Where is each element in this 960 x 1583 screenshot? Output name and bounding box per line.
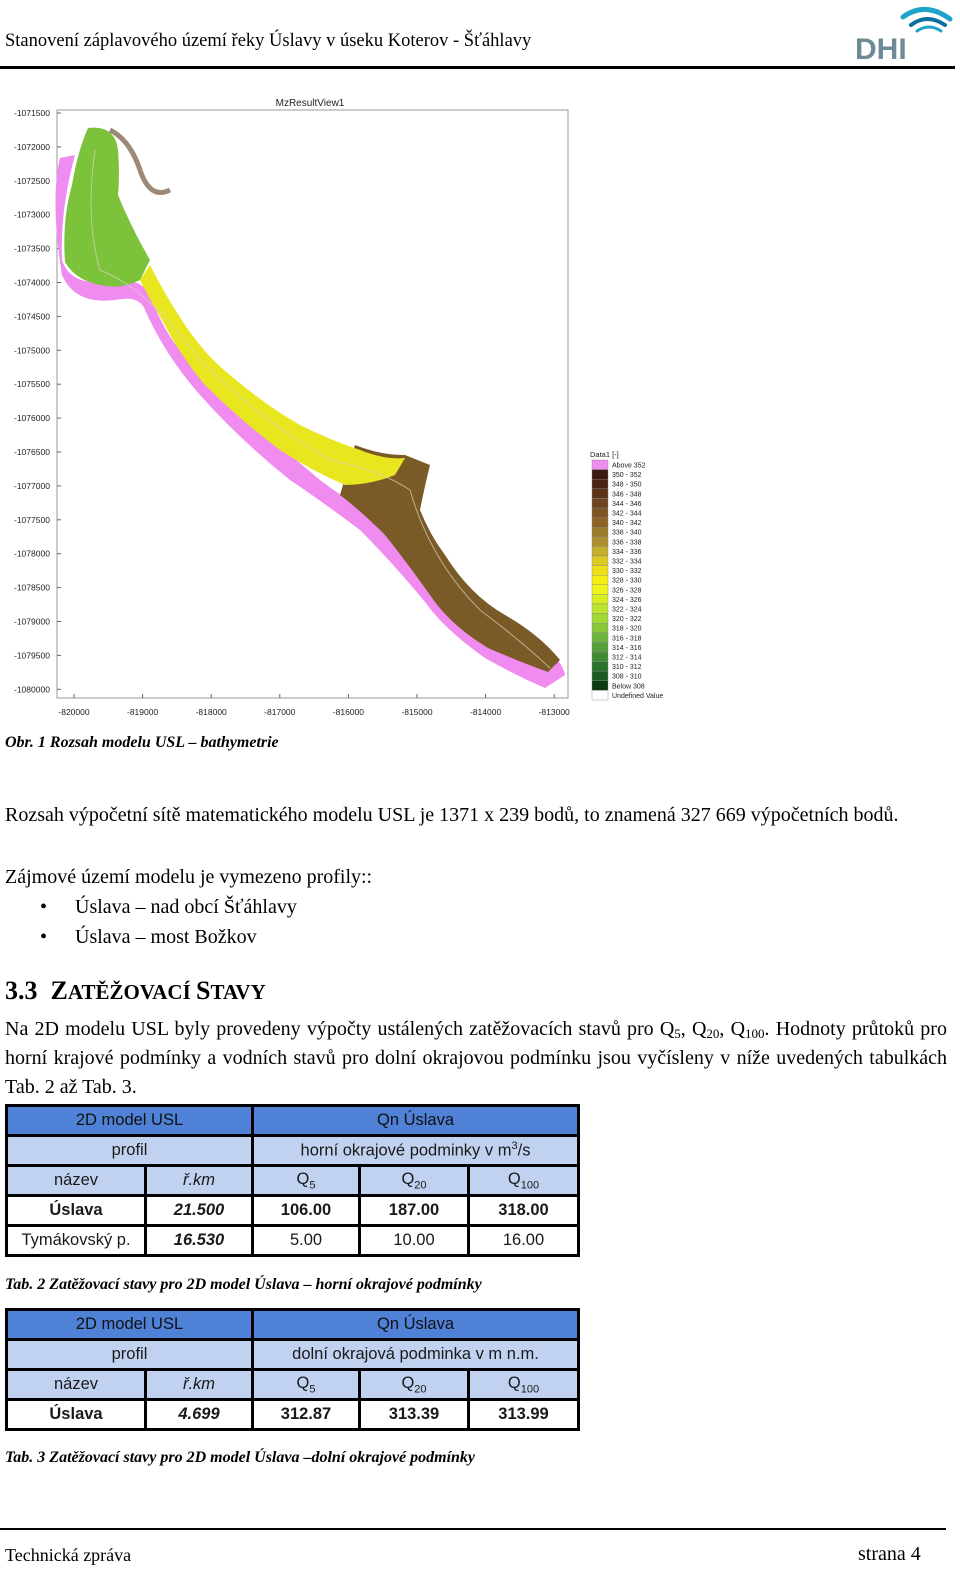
legend-label: 322 - 324 bbox=[612, 606, 642, 614]
x-tick-label: -814000 bbox=[469, 707, 502, 717]
legend-swatch bbox=[592, 662, 608, 672]
y-tick-label: -1073000 bbox=[14, 209, 50, 220]
y-tick-label: -1071500 bbox=[14, 108, 50, 118]
dhi-logo-text: DHI bbox=[855, 33, 907, 63]
legend-swatch bbox=[592, 546, 608, 556]
legend-swatch bbox=[592, 556, 608, 566]
table-col-km: ř.km bbox=[146, 1166, 253, 1196]
y-tick-label: -1078500 bbox=[14, 582, 50, 593]
legend-swatch bbox=[592, 518, 608, 528]
legend-label: 336 - 338 bbox=[612, 539, 642, 547]
y-tick-label: -1072500 bbox=[14, 175, 50, 186]
profile-list bbox=[40, 892, 297, 952]
header-title: Stanovení záplavového území řeky Úslavy v úseku Koterov - Šťáhlavy bbox=[5, 31, 532, 51]
table-header-unit: horní okrajové podminky v $m^3/s$ bbox=[253, 1136, 579, 1166]
y-tick-label: -1079000 bbox=[14, 616, 50, 627]
legend-label: 312 - 314 bbox=[612, 654, 642, 662]
x-tick-label: -816000 bbox=[332, 707, 365, 717]
legend-label: 308 - 310 bbox=[612, 673, 642, 681]
legend-label: 344 - 346 bbox=[612, 500, 642, 508]
table-header-model: 2D model USL bbox=[7, 1310, 253, 1340]
legend-label: 348 - 350 bbox=[612, 481, 642, 489]
legend bbox=[592, 460, 663, 700]
table-col-q100: $Q_{100}$ bbox=[469, 1166, 579, 1196]
x-tick-label: -813000 bbox=[538, 707, 570, 717]
legend-swatch bbox=[592, 652, 608, 662]
table-row: Úslava 21.500 106.00 187.00 318.00 bbox=[7, 1196, 579, 1226]
y-tick-label: -1079500 bbox=[14, 650, 50, 661]
legend-swatch bbox=[592, 614, 608, 624]
table-col-name: název bbox=[7, 1166, 146, 1196]
table-col-q20: $Q_{20}$ bbox=[360, 1370, 469, 1400]
legend-swatch bbox=[592, 623, 608, 633]
legend-swatch bbox=[592, 671, 608, 681]
table3-caption: Tab. 3 Zatěžovací stavy pro 2D model Úslava –dolní okrajové podmínky bbox=[5, 1449, 476, 1466]
legend-label: 334 - 336 bbox=[612, 548, 642, 556]
legend-title: Data1 [-] bbox=[590, 450, 619, 459]
x-tick-label: -820000 bbox=[58, 707, 90, 717]
legend-label: 314 - 316 bbox=[612, 644, 642, 652]
header-rule bbox=[0, 66, 955, 69]
legend-swatch bbox=[592, 508, 608, 518]
paragraph-grid-size: Rozsah výpočetní sítě matematického modelu USL je 1371 x 239 bodů, to znamená 327 669 výpočetních bodů. bbox=[5, 804, 899, 826]
legend-label: Below 308 bbox=[612, 683, 645, 691]
bathymetry-map bbox=[0, 90, 690, 730]
table-header-model: 2D model USL bbox=[7, 1106, 253, 1136]
y-tick-label: -1077500 bbox=[14, 514, 50, 525]
legend-label: 310 - 312 bbox=[612, 664, 642, 672]
table2-caption: Tab. 2 Zatěžovací stavy pro 2D model Úslava – horní okrajové podmínky bbox=[5, 1276, 482, 1293]
table-header-profil: profil bbox=[7, 1340, 253, 1370]
footer-doc-name: Technická zpráva bbox=[5, 1545, 132, 1565]
footer-page-number: strana 4 bbox=[858, 1543, 921, 1565]
y-tick-label: -1077000 bbox=[14, 480, 50, 491]
y-tick-label: -1078000 bbox=[14, 548, 50, 559]
x-tick-label: -817000 bbox=[264, 707, 296, 717]
legend-swatch bbox=[592, 479, 608, 489]
dhi-logo bbox=[855, 3, 953, 63]
y-tick-label: -1074000 bbox=[14, 277, 50, 288]
legend-swatch bbox=[592, 489, 608, 499]
table-upper-boundary bbox=[5, 1104, 580, 1257]
table-col-q20: $Q_{20}$ bbox=[360, 1166, 469, 1196]
legend-swatch bbox=[592, 527, 608, 537]
paragraph-profiles-intro: Zájmové území modelu je vymezeno profily:: bbox=[5, 866, 373, 888]
list-item: • Úslava – nad obcí Šťáhlavy bbox=[40, 892, 297, 922]
legend-label: 342 - 344 bbox=[612, 510, 642, 518]
legend-label: 340 - 342 bbox=[612, 520, 642, 528]
table-header-qn: Qn Úslava bbox=[253, 1106, 579, 1136]
legend-swatch bbox=[592, 594, 608, 604]
y-tick-label: -1073500 bbox=[14, 243, 50, 254]
legend-label: 338 - 340 bbox=[612, 529, 642, 537]
table-header-profil: profil bbox=[7, 1136, 253, 1166]
legend-label: 332 - 334 bbox=[612, 558, 642, 566]
legend-swatch bbox=[592, 690, 608, 700]
legend-label: 316 - 318 bbox=[612, 635, 642, 643]
table-lower-boundary bbox=[5, 1308, 580, 1431]
table-header-unit: dolní okrajová podminka v m n.m. bbox=[253, 1340, 579, 1370]
legend-swatch bbox=[592, 470, 608, 480]
x-tick-label: -819000 bbox=[126, 707, 159, 717]
table-col-q5: $Q_5$ bbox=[253, 1370, 360, 1400]
map-window-title: MzResultView1 bbox=[275, 98, 345, 109]
table-row: Tymákovský p. 16.530 5.00 10.00 16.00 bbox=[7, 1226, 579, 1256]
legend-label: 328 - 330 bbox=[612, 577, 642, 585]
legend-swatch bbox=[592, 498, 608, 508]
legend-label: 346 - 348 bbox=[612, 491, 642, 499]
y-tick-label: -1075500 bbox=[14, 379, 50, 390]
legend-label: Above 352 bbox=[612, 462, 646, 470]
page-header bbox=[0, 0, 960, 70]
table-header-qn: Qn Úslava bbox=[253, 1310, 579, 1340]
legend-swatch bbox=[592, 681, 608, 691]
legend-label: 320 - 322 bbox=[612, 616, 642, 624]
table-col-q100: $Q_{100}$ bbox=[469, 1370, 579, 1400]
legend-swatch bbox=[592, 537, 608, 547]
legend-label: 318 - 320 bbox=[612, 625, 642, 633]
y-axis-ticks bbox=[14, 108, 61, 694]
paragraph-load-states: Na 2D modelu USL byly provedeny výpočty ustálených zatěžovacích stavů pro $Q_5$, $Q_{20}$, $Q_{100}$. Hodnoty průtoků pro horní krajové podmínky a vodních stavů pro dolní okrajovou podmínku jsou vyčísleny v níže uvedených tabulkách Tab. 2 až Tab. 3. bbox=[5, 1018, 947, 1098]
legend-swatch bbox=[592, 566, 608, 576]
legend-swatch bbox=[592, 642, 608, 652]
legend-swatch bbox=[592, 604, 608, 614]
section-heading: 3.3 ZATĚŽOVACÍ STAVY bbox=[5, 976, 266, 1005]
legend-label: 326 - 328 bbox=[612, 587, 642, 595]
legend-swatch bbox=[592, 633, 608, 643]
legend-swatch bbox=[592, 575, 608, 585]
y-tick-label: -1074500 bbox=[14, 311, 50, 322]
table-col-name: název bbox=[7, 1370, 146, 1400]
legend-label: Undefined Value bbox=[612, 692, 664, 700]
x-tick-label: -815000 bbox=[401, 707, 433, 717]
legend-swatch bbox=[592, 460, 608, 470]
legend-label: 350 - 352 bbox=[612, 472, 642, 480]
footer-rule bbox=[0, 1528, 946, 1530]
legend-label: 330 - 332 bbox=[612, 568, 642, 576]
y-tick-label: -1080000 bbox=[14, 684, 50, 695]
figure-caption: Obr. 1 Rozsah modelu USL – bathymetrie bbox=[5, 734, 279, 751]
y-tick-label: -1072000 bbox=[14, 141, 50, 152]
table-col-km: ř.km bbox=[146, 1370, 253, 1400]
x-tick-label: -818000 bbox=[195, 707, 227, 717]
y-tick-label: -1076500 bbox=[14, 447, 50, 457]
y-tick-label: -1075000 bbox=[14, 345, 50, 356]
y-tick-label: -1076000 bbox=[14, 413, 50, 424]
list-item: • Úslava – most Božkov bbox=[40, 922, 297, 952]
legend-label: 324 - 326 bbox=[612, 596, 642, 604]
section-number: 3.3 bbox=[5, 976, 38, 1005]
table-col-q5: $Q_5$ bbox=[253, 1166, 360, 1196]
legend-swatch bbox=[592, 585, 608, 595]
table-row: Úslava 4.699 312.87 313.39 313.99 bbox=[7, 1400, 579, 1430]
